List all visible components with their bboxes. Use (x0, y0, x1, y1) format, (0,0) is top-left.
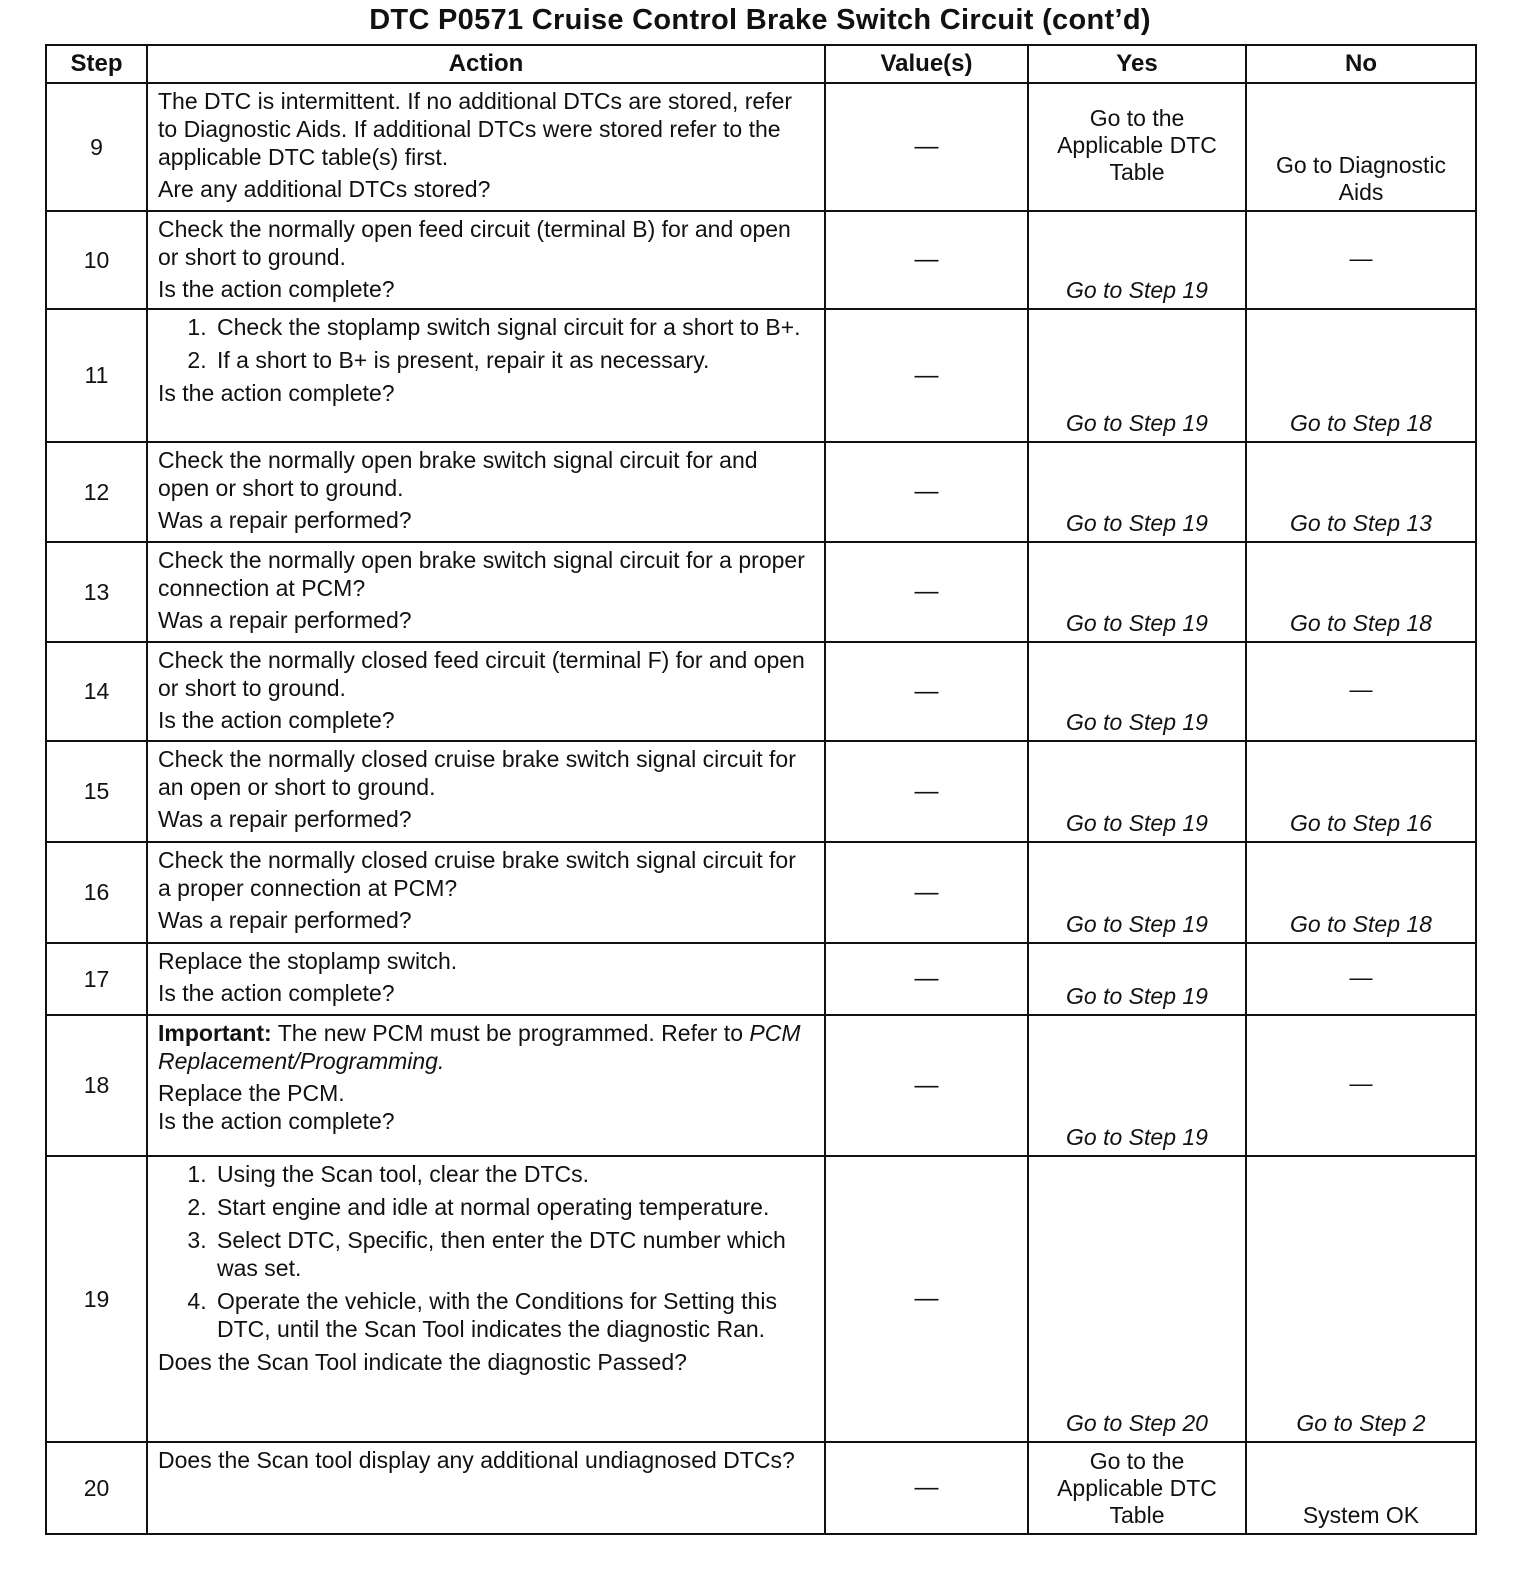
step-number: 13 (46, 542, 147, 642)
yes-cell: Go to Step 19 (1028, 842, 1246, 943)
value-cell: — (825, 1442, 1028, 1534)
value-cell: — (825, 542, 1028, 642)
action-cell (147, 309, 825, 442)
yes-cell: Go to Step 19 (1028, 642, 1246, 741)
action-question: Are any additional DTCs stored? (158, 176, 491, 202)
table-row (46, 943, 1476, 1015)
step-number: 14 (46, 642, 147, 741)
table-row (46, 83, 1476, 211)
no-cell: — (1246, 642, 1476, 741)
step-number: 10 (46, 211, 147, 309)
action-cell (147, 741, 825, 842)
action-question: Is the action complete? (158, 980, 395, 1006)
action-question: Is the action complete? (158, 380, 395, 406)
no-cell: Go to Step 18 (1246, 542, 1476, 642)
no-cell: Go to Diagnostic Aids (1246, 83, 1476, 211)
action-cell (147, 211, 825, 309)
yes-cell: Go to Step 19 (1028, 211, 1246, 309)
table-row (46, 741, 1476, 842)
action-text: The DTC is intermittent. If no additional DTCs are stored, refer to Diagnostic Aids. If additional DTCs were stored refer to the applicable DTC table(s) first. (158, 88, 793, 170)
value-cell: — (825, 442, 1028, 542)
action-cell (147, 943, 825, 1015)
list-item: 1. Check the stoplamp switch signal circuit for a short to B+. (213, 313, 814, 341)
important-label: Important: (158, 1020, 272, 1046)
no-cell: Go to Step 13 (1246, 442, 1476, 542)
list-item: 2. If a short to B+ is present, repair it as necessary. (213, 346, 814, 374)
table-row (46, 309, 1476, 442)
action-steps-list (158, 313, 814, 374)
yes-cell: Go to Step 19 (1028, 943, 1246, 1015)
yes-cell: Go to Step 19 (1028, 1015, 1246, 1156)
value-cell: — (825, 842, 1028, 943)
action-text: Check the normally closed cruise brake switch signal circuit for a proper connection at PCM? (158, 847, 796, 901)
value-cell: — (825, 1015, 1028, 1156)
action-question: Is the action complete? (158, 707, 395, 733)
table-row (46, 442, 1476, 542)
diagnostic-table (45, 44, 1477, 1535)
table-row (46, 842, 1476, 943)
action-cell (147, 1442, 825, 1534)
header-yes: Yes (1028, 45, 1246, 83)
no-cell: Go to Step 2 (1246, 1156, 1476, 1442)
action-question: Was a repair performed? (158, 907, 412, 933)
action-question: Does the Scan Tool indicate the diagnostic Passed? (158, 1349, 687, 1375)
step-number: 17 (46, 943, 147, 1015)
important-text: The new PCM must be programmed. Refer to (271, 1020, 750, 1046)
action-question: Is the action complete? (158, 1108, 395, 1134)
no-cell: — (1246, 1015, 1476, 1156)
table-row (46, 1015, 1476, 1156)
value-cell: — (825, 642, 1028, 741)
value-cell: — (825, 741, 1028, 842)
important-note (158, 1019, 814, 1075)
action-question: Was a repair performed? (158, 607, 412, 633)
step-number: 16 (46, 842, 147, 943)
action-cell (147, 842, 825, 943)
list-item: 1. Using the Scan tool, clear the DTCs. (213, 1160, 814, 1188)
no-cell: Go to Step 16 (1246, 741, 1476, 842)
value-cell: — (825, 309, 1028, 442)
action-cell (147, 1156, 825, 1442)
list-item: 2. Start engine and idle at normal operating temperature. (213, 1193, 814, 1221)
yes-cell: Go to Step 19 (1028, 542, 1246, 642)
action-cell (147, 1015, 825, 1156)
header-row (46, 45, 1476, 83)
header-no: No (1246, 45, 1476, 83)
no-cell: Go to Step 18 (1246, 842, 1476, 943)
list-item: 3. Select DTC, Specific, then enter the DTC number which was set. (213, 1226, 814, 1282)
step-number: 19 (46, 1156, 147, 1442)
value-cell: — (825, 83, 1028, 211)
action-text: Check the normally closed cruise brake switch signal circuit for an open or short to ground. (158, 746, 796, 800)
step-number: 12 (46, 442, 147, 542)
action-question: Was a repair performed? (158, 806, 412, 832)
action-text: Check the normally closed feed circuit (terminal F) for and open or short to ground. (158, 647, 805, 701)
procedure-reference: PCM Replacement/Programming. (158, 1020, 801, 1074)
yes-cell: Go to Step 19 (1028, 741, 1246, 842)
no-cell: System OK (1246, 1442, 1476, 1534)
step-number: 18 (46, 1015, 147, 1156)
step-number: 20 (46, 1442, 147, 1534)
action-text: Replace the stoplamp switch. (158, 948, 458, 974)
action-question: Is the action complete? (158, 276, 395, 302)
action-cell (147, 642, 825, 741)
action-steps-list (158, 1160, 814, 1343)
action-text: Check the normally open brake switch signal circuit for and open or short to ground. (158, 447, 758, 501)
table-row (46, 542, 1476, 642)
header-step: Step (46, 45, 147, 83)
table-row (46, 642, 1476, 741)
value-cell: — (825, 1156, 1028, 1442)
action-text: Replace the PCM. (158, 1080, 345, 1106)
table-row (46, 1442, 1476, 1534)
step-number: 15 (46, 741, 147, 842)
action-text: Check the normally open brake switch signal circuit for a proper connection at PCM? (158, 547, 805, 601)
yes-cell: Go to the Applicable DTC Table (1028, 83, 1246, 211)
header-action: Action (147, 45, 825, 83)
page-title: DTC P0571 Cruise Control Brake Switch Circuit (cont’d) (369, 4, 1151, 36)
step-number: 11 (46, 309, 147, 442)
value-cell: — (825, 943, 1028, 1015)
list-item: 4. Operate the vehicle, with the Conditions for Setting this DTC, until the Scan Tool indicates the diagnostic Ran. (213, 1287, 814, 1343)
action-cell (147, 83, 825, 211)
no-cell: Go to Step 18 (1246, 309, 1476, 442)
yes-cell: Go to Step 19 (1028, 309, 1246, 442)
yes-cell: Go to Step 19 (1028, 442, 1246, 542)
action-question: Was a repair performed? (158, 507, 412, 533)
yes-cell: Go to the Applicable DTC Table (1028, 1442, 1246, 1534)
no-cell: — (1246, 943, 1476, 1015)
action-question: Does the Scan tool display any additional undiagnosed DTCs? (158, 1447, 795, 1473)
yes-cell: Go to Step 20 (1028, 1156, 1246, 1442)
table-row (46, 1156, 1476, 1442)
action-text: Check the normally open feed circuit (terminal B) for and open or short to ground. (158, 216, 791, 270)
action-cell (147, 442, 825, 542)
table-row (46, 211, 1476, 309)
step-number: 9 (46, 83, 147, 211)
action-cell (147, 542, 825, 642)
header-values: Value(s) (825, 45, 1028, 83)
value-cell: — (825, 211, 1028, 309)
no-cell: — (1246, 211, 1476, 309)
